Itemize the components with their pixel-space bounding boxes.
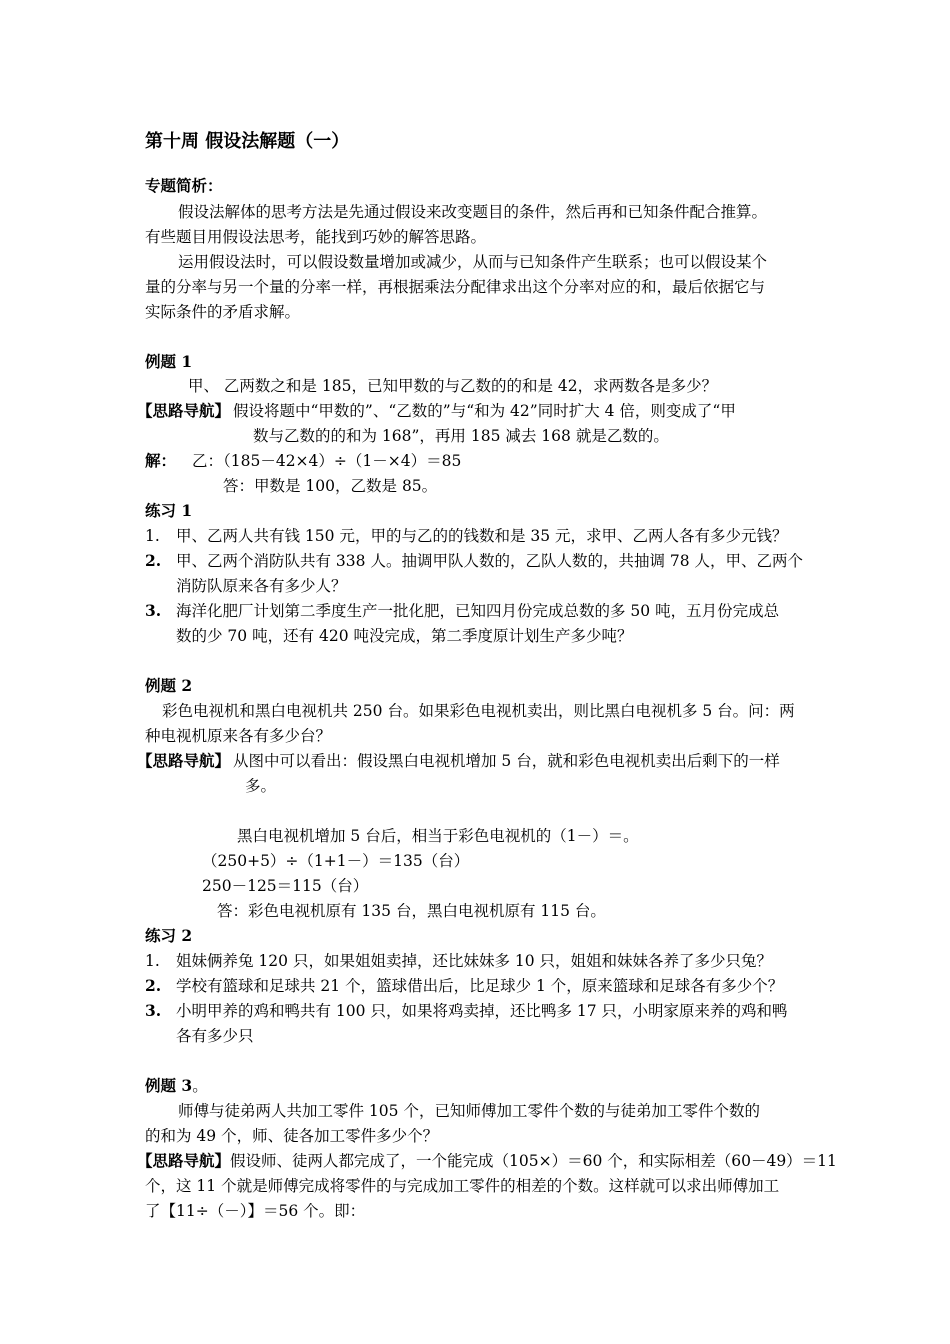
practice-2-item-2-number: 2.	[145, 976, 162, 995]
example-3-question-line-1: 师傅与徒弟两人共加工零件 105 个，已知师傅加工零件个数的与徒弟加工零件个数的	[178, 1102, 760, 1120]
practice-1-item-2-text-line-2: 消防队原来各有多少人？	[176, 577, 347, 595]
intro-paragraph-2-line-1: 运用假设法时，可以假设数量增加或减少，从而与已知条件产生联系；也可以假设某个	[178, 253, 768, 271]
example-1-answer: 答：甲数是 100，乙数是 85。	[223, 477, 438, 495]
practice-2-item-3-number: 3.	[145, 1001, 162, 1020]
example-2-step-2: （250+5）÷（1+1－）＝135（台）	[202, 852, 470, 870]
practice-1-heading: 练习 1	[145, 501, 193, 520]
example-1-question: 甲、 乙两数之和是 185，已知甲数的与乙数的的和是 42，求两数各是多少？	[188, 377, 718, 395]
practice-1-item-3-text-line-1: 海洋化肥厂计划第二季度生产一批化肥，已知四月份完成总数的多 50 吨，五月份完成总	[176, 602, 780, 620]
intro-paragraph-2-line-3: 实际条件的矛盾求解。	[145, 303, 301, 321]
intro-paragraph-1-line-1: 假设法解体的思考方法是先通过假设来改变题目的条件，然后再和已知条件配合推算。	[178, 203, 768, 221]
example-2-answer: 答：彩色电视机原有 135 台，黑白电视机原有 115 台。	[217, 902, 606, 920]
practice-2-item-1-text: 姐妹俩养兔 120 只，如果姐姐卖掉，还比妹妹多 10 只，姐姐和妹妹各养了多少只兔？	[176, 952, 773, 970]
practice-2-heading: 练习 2	[145, 926, 193, 945]
example-3-nav-label: 【思路导航】	[137, 1151, 231, 1170]
practice-1-item-1-text: 甲、乙两人共有钱 150 元，甲的与乙的的钱数和是 35 元，求甲、乙两人各有多少元钱？	[176, 527, 788, 545]
intro-paragraph-2-line-2: 量的分率与另一个量的分率一样，再根据乘法分配律求出这个分率对应的和，最后依据它与	[145, 278, 766, 296]
example-2-nav-line-2: 多。	[245, 777, 277, 795]
example-3-heading-period: 。	[192, 1077, 208, 1095]
practice-1-item-2-number: 2.	[145, 551, 162, 570]
practice-1-item-2-text-line-1: 甲、乙两个消防队共有 338 人。抽调甲队人数的，乙队人数的，共抽调 78 人，甲、乙两个	[176, 552, 804, 570]
example-1-nav-label: 【思路导航】	[137, 401, 231, 420]
example-3-question-line-2: 的和为 49 个，师、徒各加工零件多少个？	[145, 1127, 439, 1145]
example-3-nav-line-1: 假设师、徒两人都完成了，一个能完成（105×）＝60 个，和实际相差（60－49）＝11	[230, 1152, 837, 1170]
example-2-nav-line-1: 从图中可以看出：假设黑白电视机增加 5 台，就和彩色电视机卖出后剩下的一样	[233, 752, 780, 770]
example-2-step-1: 黑白电视机增加 5 台后，相当于彩色电视机的（1－）＝。	[237, 827, 639, 845]
example-1-nav-line-1: 假设将题中“甲数的”、“乙数的”与“和为 42”同时扩大 4 倍，则变成了“甲	[233, 402, 736, 420]
practice-1-item-3-text-line-2: 数的少 70 吨，还有 420 吨没完成，第二季度原计划生产多少吨？	[176, 627, 633, 645]
intro-paragraph-1-line-2: 有些题目用假设法思考，能找到巧妙的解答思路。	[145, 228, 487, 246]
example-1-nav-line-2: 数与乙数的的和为 168”，再用 185 减去 168 就是乙数的。	[253, 427, 669, 445]
example-3-heading-line	[145, 1076, 208, 1096]
intro-heading: 专题简析：	[145, 176, 223, 195]
example-2-step-3: 250－125＝115（台）	[202, 877, 369, 895]
example-2-question-line-2: 种电视机原来各有多少台？	[145, 727, 332, 745]
example-1-heading: 例题 1	[145, 352, 193, 371]
practice-1-item-1-number: 1.	[145, 527, 160, 545]
practice-2-item-3-text-line-1: 小明甲养的鸡和鸭共有 100 只，如果将鸡卖掉，还比鸭多 17 只，小明家原来养的鸡和鸭	[176, 1002, 788, 1020]
example-1-solution-line-1: 乙：（185－42×4）÷（1－×4）＝85	[192, 452, 462, 470]
practice-2-item-1-number: 1.	[145, 952, 160, 970]
example-3-nav-line-3: 了【11÷（－）】＝56 个。即：	[145, 1202, 366, 1220]
page-title: 第十周 假设法解题（一）	[145, 131, 350, 152]
practice-1-item-3-number: 3.	[145, 601, 162, 620]
example-2-question-line-1: 彩色电视机和黑白电视机共 250 台。如果彩色电视机卖出，则比黑白电视机多 5 台。问：两	[162, 702, 795, 720]
practice-2-item-3-text-line-2: 各有多少只	[176, 1027, 254, 1045]
example-3-nav-line-2: 个，这 11 个就是师傅完成将零件的与完成加工零件的相差的个数。这样就可以求出师傅加工	[145, 1177, 780, 1195]
example-3-heading: 例题 3	[145, 1076, 193, 1095]
example-3-nav-line-1-row	[137, 1151, 837, 1171]
example-1-solution-label: 解：	[145, 451, 177, 470]
example-2-nav-label: 【思路导航】	[137, 751, 231, 770]
practice-2-item-2-text: 学校有篮球和足球共 21 个，篮球借出后，比足球少 1 个，原来篮球和足球各有多少个？	[176, 977, 784, 995]
example-2-heading: 例题 2	[145, 676, 193, 695]
